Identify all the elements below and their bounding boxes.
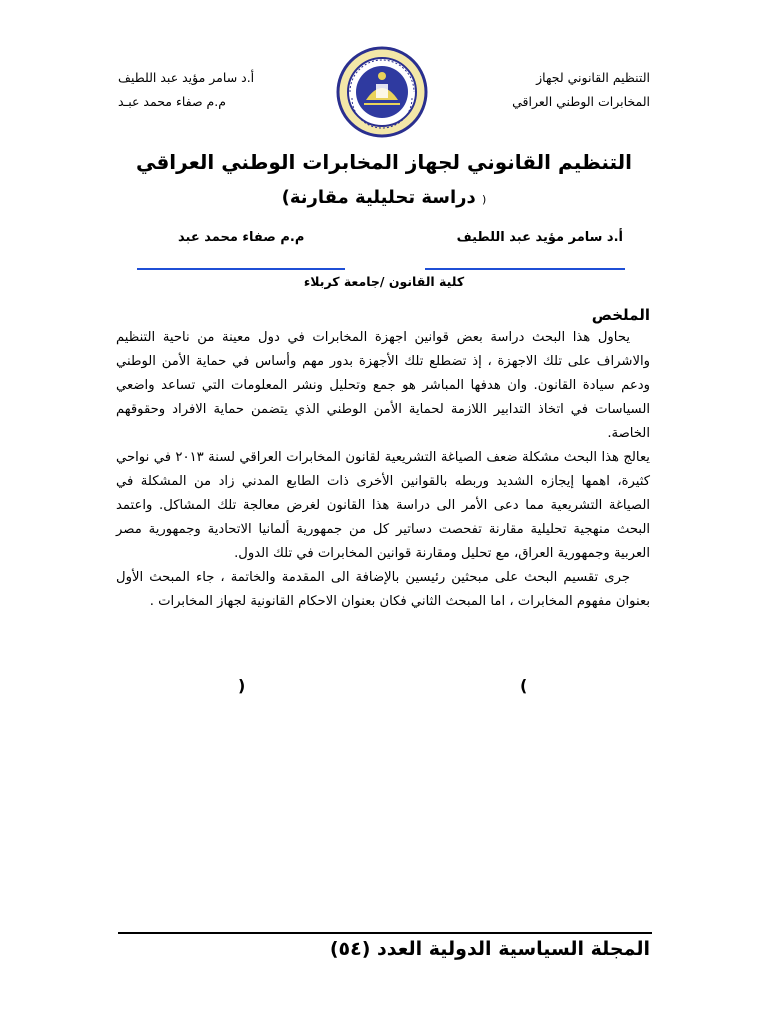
running-header-title-line1: التنظيم القانوني لجهاز bbox=[536, 70, 650, 85]
running-header-title-line2: المخابرات الوطني العراقي bbox=[512, 94, 650, 109]
running-header-authors bbox=[118, 66, 318, 114]
abstract-paragraph-1: يحاول هذا البحث دراسة بعض قوانين اجهزة المخابرات في دول معينة من ناحية التنظيم والاشراف على تلك الاجهزة ، إذ تضطلع تلك الأجهزة بدور مهم وأساس في حماية الأمن الوطني ودعم سيادة القانون. وان هدفها المباشر هو جمع وتحليل ونشر المعلومات التي تساعد واضعي السياسات في اتخاذ التدابير اللازمة لحماية الأمن الوطني الذي يتضمن حماية الافراد وحقوقهم الخاصة. bbox=[116, 330, 650, 441]
author-name-2: م.م صفاء محمد عبد bbox=[178, 230, 305, 245]
paper-title: التنظيم القانوني لجهاز المخابرات الوطني العراقي bbox=[135, 150, 633, 174]
subtitle-text: دراسة تحليلية مقارنة) bbox=[281, 187, 476, 208]
paren-left: ( bbox=[238, 676, 246, 695]
affiliation: كلية القانون /جامعة كربلاء bbox=[303, 274, 465, 289]
journal-footer: المجلة السياسية الدولية العدد (٥٤) bbox=[329, 938, 650, 960]
abstract-paragraph-2: يعالج هذا البحث مشكلة ضعف الصياغة التشريعية لقانون المخابرات العراقي لسنة ٢٠١٣ في نواحي كثيرة، اهمها إيجازه الشديد وربطه بالقوانين الأخرى ذات الطابع المدني زاد من المشكلة في الصياغة التشريعية مما دعى الأمر الى دراسة هذا القانون لغرض معالجة تلك المشاكل. واعتمد البحث منهجية تحليلية مقارنة تفحصت دساتير كل من جمهورية ألمانيا الاتحادية وجمهورية مصر العربية وجمهورية العراق، مع تحليل ومقارنة قوانين المخابرات في تلك الدول. bbox=[116, 450, 650, 561]
abstract-heading: الملخص bbox=[591, 306, 650, 324]
author-1-underline bbox=[425, 268, 625, 270]
abstract-paragraph-3: جرى تقسيم البحث على مبحثين رئيسين بالإضافة الى المقدمة والخاتمة ، جاء المبحث الأول بعنوان مفهوم المخابرات ، اما المبحث الثاني فكان بعنوان الاحكام القانونية لجهاز المخابرات . bbox=[116, 570, 650, 609]
running-header-author1: أ.د سامر مؤيد عبد اللطيف bbox=[118, 70, 255, 85]
journal-seal-logo-icon bbox=[336, 46, 428, 138]
paper-subtitle bbox=[0, 184, 768, 214]
running-header-author2: م.م صفاء محمد عبـد bbox=[118, 94, 227, 109]
subtitle-paren-open: ( bbox=[482, 193, 487, 206]
footer-rule bbox=[118, 932, 652, 934]
author-2-underline bbox=[137, 268, 345, 270]
running-header-title bbox=[512, 66, 650, 114]
paren-right: ) bbox=[520, 676, 528, 695]
abstract-body bbox=[116, 326, 650, 614]
author-name-1: أ.د سامر مؤيد عبد اللطيف bbox=[456, 230, 623, 245]
